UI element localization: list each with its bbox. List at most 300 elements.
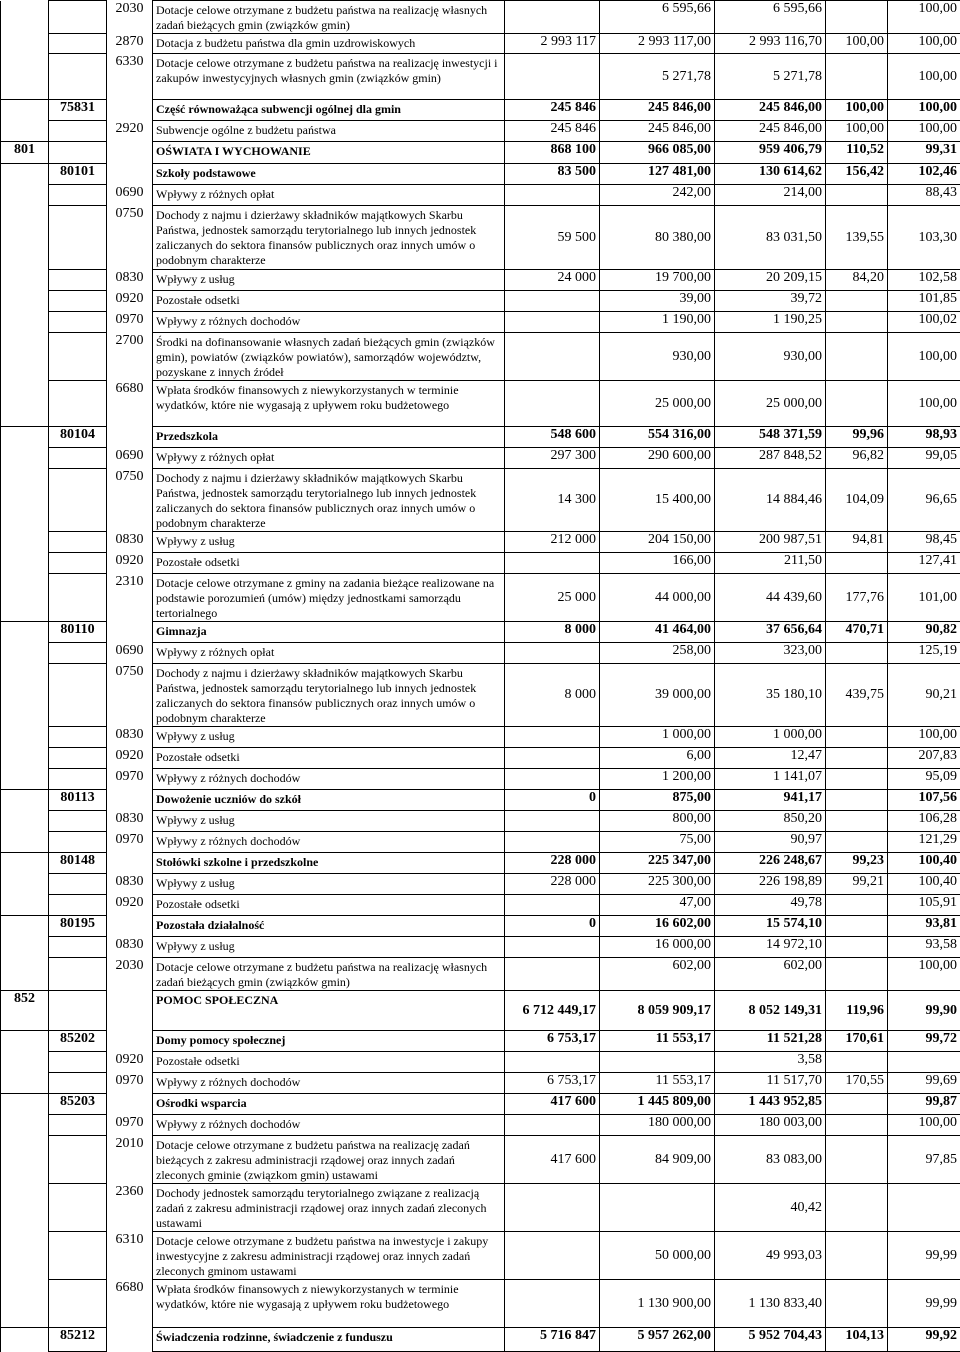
cell-percent-of-plan-after-changes: 97,85 — [888, 1136, 960, 1184]
cell-execution: 35 180,10 — [715, 664, 826, 727]
cell-section — [1, 206, 49, 270]
cell-percent-of-plan: 100,00 — [826, 100, 888, 121]
cell-plan — [505, 748, 600, 769]
table-row — [1, 916, 960, 937]
cell-section — [1, 643, 49, 664]
cell-description: Dotacja z budżetu państwa dla gmin uzdrowiskowych — [153, 34, 505, 54]
cell-percent-of-plan — [826, 291, 888, 312]
cell-percent-of-plan-after-changes: 207,83 — [888, 748, 960, 769]
cell-description: Dochody z najmu i dzierżawy składników majątkowych Skarbu Państwa, jednostek samorządu terytorialnego lub innych jednostek zaliczanych do sektora finansów publicznych oraz innych umów o podobnym charakterze — [153, 206, 505, 270]
cell-percent-of-plan — [826, 54, 888, 100]
cell-percent-of-plan — [826, 312, 888, 333]
cell-description: Ośrodki wsparcia — [153, 1094, 505, 1115]
cell-paragraph: 0830 — [107, 270, 153, 291]
cell-percent-of-plan: 156,42 — [826, 164, 888, 185]
cell-execution: 40,42 — [715, 1184, 826, 1232]
cell-percent-of-plan — [826, 769, 888, 790]
cell-percent-of-plan: 439,75 — [826, 664, 888, 727]
cell-percent-of-plan-after-changes: 102,46 — [888, 164, 960, 185]
cell-paragraph: 0750 — [107, 206, 153, 270]
cell-percent-of-plan: 110,52 — [826, 142, 888, 164]
cell-percent-of-plan-after-changes: 99,87 — [888, 1094, 960, 1115]
cell-description: Wpływy z różnych dochodów — [153, 1073, 505, 1094]
cell-percent-of-plan-after-changes: 98,45 — [888, 532, 960, 553]
cell-percent-of-plan: 84,20 — [826, 270, 888, 291]
table-row — [1, 121, 960, 142]
table-row — [1, 532, 960, 553]
cell-percent-of-plan — [826, 185, 888, 206]
cell-execution: 1 141,07 — [715, 769, 826, 790]
cell-percent-of-plan-after-changes: 93,58 — [888, 937, 960, 958]
cell-chapter — [49, 643, 107, 664]
cell-chapter: 80195 — [49, 916, 107, 937]
cell-section — [1, 727, 49, 748]
cell-plan: 14 300 — [505, 469, 600, 532]
cell-percent-of-plan — [826, 895, 888, 916]
cell-paragraph: 0970 — [107, 1073, 153, 1094]
cell-description: Wpływy z różnych opłat — [153, 185, 505, 206]
cell-section — [1, 748, 49, 769]
cell-chapter — [49, 769, 107, 790]
cell-execution: 11 521,28 — [715, 1031, 826, 1052]
cell-percent-of-plan-after-changes: 99,90 — [888, 991, 960, 1031]
cell-section — [1, 34, 49, 54]
cell-execution: 930,00 — [715, 333, 826, 381]
cell-section — [1, 185, 49, 206]
cell-description: Pozostałe odsetki — [153, 748, 505, 769]
cell-execution: 287 848,52 — [715, 448, 826, 469]
cell-percent-of-plan — [826, 958, 888, 991]
cell-percent-of-plan: 170,61 — [826, 1031, 888, 1052]
cell-percent-of-plan-after-changes: 99,05 — [888, 448, 960, 469]
cell-chapter — [49, 1232, 107, 1280]
cell-paragraph: 6330 — [107, 54, 153, 100]
cell-plan-after-changes: 5 271,78 — [600, 54, 715, 100]
cell-plan-after-changes: 11 553,17 — [600, 1073, 715, 1094]
cell-description: Dotacje celowe otrzymane z budżetu państwa na realizację własnych zadań bieżących gmin (związków gmin) — [153, 1, 505, 34]
cell-plan — [505, 1115, 600, 1136]
table-row — [1, 1232, 960, 1280]
cell-percent-of-plan-after-changes: 99,99 — [888, 1232, 960, 1280]
cell-paragraph: 0830 — [107, 811, 153, 832]
cell-execution: 5 271,78 — [715, 54, 826, 100]
cell-section — [1, 769, 49, 790]
cell-plan: 6 753,17 — [505, 1031, 600, 1052]
cell-paragraph — [107, 164, 153, 185]
cell-description: Wpływy z różnych dochodów — [153, 1115, 505, 1136]
cell-chapter: 80110 — [49, 622, 107, 643]
cell-description: Pozostałe odsetki — [153, 291, 505, 312]
cell-execution: 5 952 704,43 — [715, 1328, 826, 1352]
cell-percent-of-plan-after-changes: 103,30 — [888, 206, 960, 270]
table-row — [1, 664, 960, 727]
cell-percent-of-plan-after-changes: 90,21 — [888, 664, 960, 727]
table-row — [1, 1, 960, 34]
cell-section — [1, 427, 49, 448]
cell-paragraph: 2360 — [107, 1184, 153, 1232]
cell-section — [1, 1184, 49, 1232]
table-row — [1, 270, 960, 291]
cell-section — [1, 1, 49, 34]
cell-plan — [505, 1232, 600, 1280]
cell-plan — [505, 727, 600, 748]
cell-execution: 200 987,51 — [715, 532, 826, 553]
cell-section — [1, 916, 49, 937]
cell-percent-of-plan-after-changes: 101,00 — [888, 574, 960, 622]
cell-plan-after-changes: 6,00 — [600, 748, 715, 769]
cell-chapter — [49, 34, 107, 54]
cell-plan: 6 712 449,17 — [505, 991, 600, 1031]
cell-section — [1, 832, 49, 853]
cell-plan — [505, 1, 600, 34]
cell-plan-after-changes: 5 957 262,00 — [600, 1328, 715, 1352]
cell-execution: 12,47 — [715, 748, 826, 769]
cell-section — [1, 532, 49, 553]
cell-description: Dotacje celowe otrzymane z budżetu państwa na realizację własnych zadań bieżących gmin (związków gmin) — [153, 958, 505, 991]
table-row — [1, 164, 960, 185]
cell-percent-of-plan — [826, 1184, 888, 1232]
cell-execution: 11 517,70 — [715, 1073, 826, 1094]
cell-percent-of-plan-after-changes — [888, 1052, 960, 1073]
cell-paragraph — [107, 427, 153, 448]
cell-chapter — [49, 1052, 107, 1073]
cell-plan: 212 000 — [505, 532, 600, 553]
cell-percent-of-plan-after-changes: 88,43 — [888, 185, 960, 206]
cell-percent-of-plan — [826, 1136, 888, 1184]
cell-percent-of-plan — [826, 643, 888, 664]
cell-chapter — [49, 811, 107, 832]
cell-chapter — [49, 312, 107, 333]
cell-percent-of-plan-after-changes: 100,00 — [888, 1115, 960, 1136]
table-row — [1, 553, 960, 574]
cell-plan: 245 846 — [505, 121, 600, 142]
cell-percent-of-plan-after-changes: 125,19 — [888, 643, 960, 664]
cell-description: Szkoły podstawowe — [153, 164, 505, 185]
cell-execution: 941,17 — [715, 790, 826, 811]
cell-execution: 49,78 — [715, 895, 826, 916]
cell-execution: 37 656,64 — [715, 622, 826, 643]
cell-section — [1, 790, 49, 811]
cell-execution: 14 972,10 — [715, 937, 826, 958]
cell-execution: 323,00 — [715, 643, 826, 664]
cell-plan: 8 000 — [505, 664, 600, 727]
cell-execution: 49 993,03 — [715, 1232, 826, 1280]
cell-percent-of-plan — [826, 553, 888, 574]
cell-execution: 245 846,00 — [715, 121, 826, 142]
cell-section — [1, 469, 49, 532]
cell-chapter: 80113 — [49, 790, 107, 811]
cell-percent-of-plan-after-changes: 90,82 — [888, 622, 960, 643]
cell-plan-after-changes: 166,00 — [600, 553, 715, 574]
table-row — [1, 769, 960, 790]
cell-percent-of-plan: 94,81 — [826, 532, 888, 553]
cell-chapter — [49, 291, 107, 312]
cell-percent-of-plan — [826, 1115, 888, 1136]
cell-percent-of-plan — [826, 1232, 888, 1280]
cell-plan — [505, 185, 600, 206]
table-row — [1, 832, 960, 853]
table-row — [1, 427, 960, 448]
cell-plan — [505, 1052, 600, 1073]
cell-chapter — [49, 185, 107, 206]
cell-plan-after-changes: 602,00 — [600, 958, 715, 991]
cell-chapter — [49, 142, 107, 164]
table-row — [1, 142, 960, 164]
cell-description: Przedszkola — [153, 427, 505, 448]
cell-paragraph: 2010 — [107, 1136, 153, 1184]
cell-section — [1, 937, 49, 958]
cell-paragraph — [107, 100, 153, 121]
cell-percent-of-plan-after-changes: 99,99 — [888, 1280, 960, 1328]
cell-description: Dotacje celowe otrzymane z gminy na zadania bieżące realizowane na podstawie porozumień (umów) między jednostkami samorządu tertorialnego — [153, 574, 505, 622]
cell-paragraph: 0750 — [107, 664, 153, 727]
cell-plan — [505, 1184, 600, 1232]
cell-percent-of-plan-after-changes: 100,00 — [888, 1, 960, 34]
table-row — [1, 643, 960, 664]
cell-description: Pozostała działalność — [153, 916, 505, 937]
cell-section — [1, 1280, 49, 1328]
cell-description: Wpływy z usług — [153, 270, 505, 291]
cell-plan-after-changes: 245 846,00 — [600, 100, 715, 121]
cell-description: Dotacje celowe otrzymane z budżetu państwa na realizację zadań bieżących z zakresu administracji rządowej oraz innych zadań zleconych gminie (związkom gmin) ustawami — [153, 1136, 505, 1184]
cell-percent-of-plan — [826, 832, 888, 853]
cell-plan — [505, 895, 600, 916]
cell-plan — [505, 381, 600, 427]
table-row — [1, 448, 960, 469]
cell-paragraph: 2310 — [107, 574, 153, 622]
table-body — [1, 1, 960, 1352]
cell-description: Stołówki szkolne i przedszkolne — [153, 853, 505, 874]
cell-plan — [505, 54, 600, 100]
cell-paragraph: 0830 — [107, 874, 153, 895]
cell-section — [1, 1136, 49, 1184]
cell-paragraph: 6680 — [107, 381, 153, 427]
cell-section — [1, 958, 49, 991]
table-row — [1, 54, 960, 100]
cell-percent-of-plan — [826, 1280, 888, 1328]
cell-plan-after-changes: 966 085,00 — [600, 142, 715, 164]
cell-plan-after-changes: 930,00 — [600, 333, 715, 381]
table-row — [1, 574, 960, 622]
cell-plan: 228 000 — [505, 874, 600, 895]
cell-paragraph — [107, 622, 153, 643]
table-row — [1, 312, 960, 333]
cell-plan — [505, 1280, 600, 1328]
cell-paragraph: 0830 — [107, 727, 153, 748]
cell-plan-after-changes: 80 380,00 — [600, 206, 715, 270]
cell-execution: 850,20 — [715, 811, 826, 832]
cell-percent-of-plan: 100,00 — [826, 34, 888, 54]
cell-section — [1, 664, 49, 727]
cell-section — [1, 54, 49, 100]
cell-description: Wpływy z usług — [153, 532, 505, 553]
cell-description: Wpływy z usług — [153, 727, 505, 748]
cell-plan-after-changes: 258,00 — [600, 643, 715, 664]
cell-chapter — [49, 121, 107, 142]
cell-paragraph: 0920 — [107, 895, 153, 916]
table-row — [1, 469, 960, 532]
cell-plan-after-changes — [600, 1184, 715, 1232]
cell-section — [1, 1328, 49, 1352]
cell-plan-after-changes: 39 000,00 — [600, 664, 715, 727]
cell-plan-after-changes: 127 481,00 — [600, 164, 715, 185]
cell-execution: 8 052 149,31 — [715, 991, 826, 1031]
cell-plan: 8 000 — [505, 622, 600, 643]
cell-plan — [505, 333, 600, 381]
cell-section — [1, 895, 49, 916]
cell-plan-after-changes: 1 445 809,00 — [600, 1094, 715, 1115]
cell-execution: 20 209,15 — [715, 270, 826, 291]
cell-section — [1, 333, 49, 381]
cell-execution: 1 130 833,40 — [715, 1280, 826, 1328]
cell-percent-of-plan: 99,96 — [826, 427, 888, 448]
cell-percent-of-plan-after-changes: 105,91 — [888, 895, 960, 916]
cell-plan-after-changes: 1 200,00 — [600, 769, 715, 790]
cell-description: Wpływy z różnych dochodów — [153, 769, 505, 790]
cell-plan-after-changes: 1 130 900,00 — [600, 1280, 715, 1328]
cell-plan-after-changes: 84 909,00 — [600, 1136, 715, 1184]
cell-chapter — [49, 553, 107, 574]
cell-percent-of-plan-after-changes: 100,00 — [888, 54, 960, 100]
cell-paragraph — [107, 853, 153, 874]
cell-chapter — [49, 381, 107, 427]
cell-paragraph: 0690 — [107, 448, 153, 469]
cell-execution: 211,50 — [715, 553, 826, 574]
table-row — [1, 874, 960, 895]
cell-plan-after-changes: 204 150,00 — [600, 532, 715, 553]
cell-percent-of-plan-after-changes: 96,65 — [888, 469, 960, 532]
cell-section — [1, 164, 49, 185]
cell-plan-after-changes: 50 000,00 — [600, 1232, 715, 1280]
cell-percent-of-plan-after-changes: 100,00 — [888, 121, 960, 142]
cell-plan-after-changes: 39,00 — [600, 291, 715, 312]
cell-chapter: 85202 — [49, 1031, 107, 1052]
cell-description: Środki na dofinansowanie własnych zadań bieżących gmin (związków gmin), powiatów (związków powiatów), samorządów województw, pozyskane z innych źródeł — [153, 333, 505, 381]
cell-plan-after-changes: 1 190,00 — [600, 312, 715, 333]
cell-description: Wpłata środków finansowych z niewykorzystanych w terminie wydatków, które nie wygasają z upływem roku budżetowego — [153, 1280, 505, 1328]
cell-percent-of-plan — [826, 790, 888, 811]
cell-plan-after-changes: 554 316,00 — [600, 427, 715, 448]
cell-plan-after-changes: 225 347,00 — [600, 853, 715, 874]
cell-plan-after-changes: 25 000,00 — [600, 381, 715, 427]
cell-plan-after-changes: 75,00 — [600, 832, 715, 853]
cell-percent-of-plan-after-changes: 99,31 — [888, 142, 960, 164]
cell-description: Gimnazja — [153, 622, 505, 643]
cell-paragraph: 2030 — [107, 958, 153, 991]
cell-description: Dochody z najmu i dzierżawy składników majątkowych Skarbu Państwa, jednostek samorządu terytorialnego lub innych jednostek zaliczanych do sektora finansów publicznych oraz innych umów o podobnym charakterze — [153, 469, 505, 532]
table-row — [1, 1115, 960, 1136]
cell-percent-of-plan — [826, 1, 888, 34]
cell-description: Subwencje ogólne z budżetu państwa — [153, 121, 505, 142]
cell-chapter — [49, 1115, 107, 1136]
table-row — [1, 748, 960, 769]
cell-plan: 417 600 — [505, 1136, 600, 1184]
table-row — [1, 1328, 960, 1352]
cell-plan-after-changes: 800,00 — [600, 811, 715, 832]
cell-paragraph: 2920 — [107, 121, 153, 142]
table-row — [1, 895, 960, 916]
cell-chapter — [49, 469, 107, 532]
cell-paragraph — [107, 790, 153, 811]
table-row — [1, 1073, 960, 1094]
cell-plan-after-changes: 47,00 — [600, 895, 715, 916]
cell-description: Wpływy z usług — [153, 811, 505, 832]
cell-description: OŚWIATA I WYCHOWANIE — [153, 142, 505, 164]
cell-percent-of-plan-after-changes: 99,92 — [888, 1328, 960, 1352]
cell-paragraph: 0830 — [107, 937, 153, 958]
cell-plan-after-changes: 19 700,00 — [600, 270, 715, 291]
cell-section — [1, 270, 49, 291]
cell-percent-of-plan-after-changes: 107,56 — [888, 790, 960, 811]
cell-plan-after-changes: 225 300,00 — [600, 874, 715, 895]
table-row — [1, 727, 960, 748]
cell-section — [1, 553, 49, 574]
cell-execution: 548 371,59 — [715, 427, 826, 448]
cell-plan — [505, 937, 600, 958]
cell-plan-after-changes: 41 464,00 — [600, 622, 715, 643]
cell-chapter — [49, 895, 107, 916]
cell-percent-of-plan-after-changes: 101,85 — [888, 291, 960, 312]
cell-plan-after-changes: 16 000,00 — [600, 937, 715, 958]
cell-plan: 0 — [505, 916, 600, 937]
cell-chapter: 80104 — [49, 427, 107, 448]
cell-chapter — [49, 1, 107, 34]
cell-percent-of-plan — [826, 937, 888, 958]
cell-percent-of-plan-after-changes: 100,40 — [888, 874, 960, 895]
cell-chapter — [49, 991, 107, 1031]
cell-plan: 228 000 — [505, 853, 600, 874]
table-row — [1, 1184, 960, 1232]
cell-section: 801 — [1, 142, 49, 164]
cell-percent-of-plan-after-changes: 100,00 — [888, 100, 960, 121]
cell-plan: 245 846 — [505, 100, 600, 121]
cell-paragraph: 0970 — [107, 1115, 153, 1136]
cell-percent-of-plan-after-changes: 100,00 — [888, 958, 960, 991]
cell-percent-of-plan — [826, 1052, 888, 1073]
cell-execution: 602,00 — [715, 958, 826, 991]
cell-paragraph: 0750 — [107, 469, 153, 532]
cell-chapter: 85212 — [49, 1328, 107, 1352]
cell-plan-after-changes: 8 059 909,17 — [600, 991, 715, 1031]
cell-percent-of-plan-after-changes: 127,41 — [888, 553, 960, 574]
cell-plan: 25 000 — [505, 574, 600, 622]
cell-description: Dotacje celowe otrzymane z budżetu państwa na realizację inwestycji i zakupów inwestycyjnych własnych gmin (związków gmin) — [153, 54, 505, 100]
table-row — [1, 333, 960, 381]
cell-chapter — [49, 206, 107, 270]
cell-chapter — [49, 574, 107, 622]
cell-section — [1, 874, 49, 895]
cell-plan-after-changes — [600, 1052, 715, 1073]
cell-percent-of-plan — [826, 916, 888, 937]
cell-execution: 1 000,00 — [715, 727, 826, 748]
cell-percent-of-plan: 119,96 — [826, 991, 888, 1031]
cell-execution: 6 595,66 — [715, 1, 826, 34]
cell-plan: 24 000 — [505, 270, 600, 291]
cell-paragraph: 2030 — [107, 1, 153, 34]
cell-section — [1, 1052, 49, 1073]
cell-plan — [505, 769, 600, 790]
cell-chapter — [49, 727, 107, 748]
cell-execution: 83 031,50 — [715, 206, 826, 270]
cell-paragraph: 0690 — [107, 185, 153, 206]
cell-section — [1, 811, 49, 832]
cell-paragraph: 0970 — [107, 312, 153, 333]
cell-paragraph: 0970 — [107, 832, 153, 853]
cell-chapter — [49, 532, 107, 553]
cell-plan-after-changes: 245 846,00 — [600, 121, 715, 142]
cell-execution: 14 884,46 — [715, 469, 826, 532]
cell-section — [1, 121, 49, 142]
